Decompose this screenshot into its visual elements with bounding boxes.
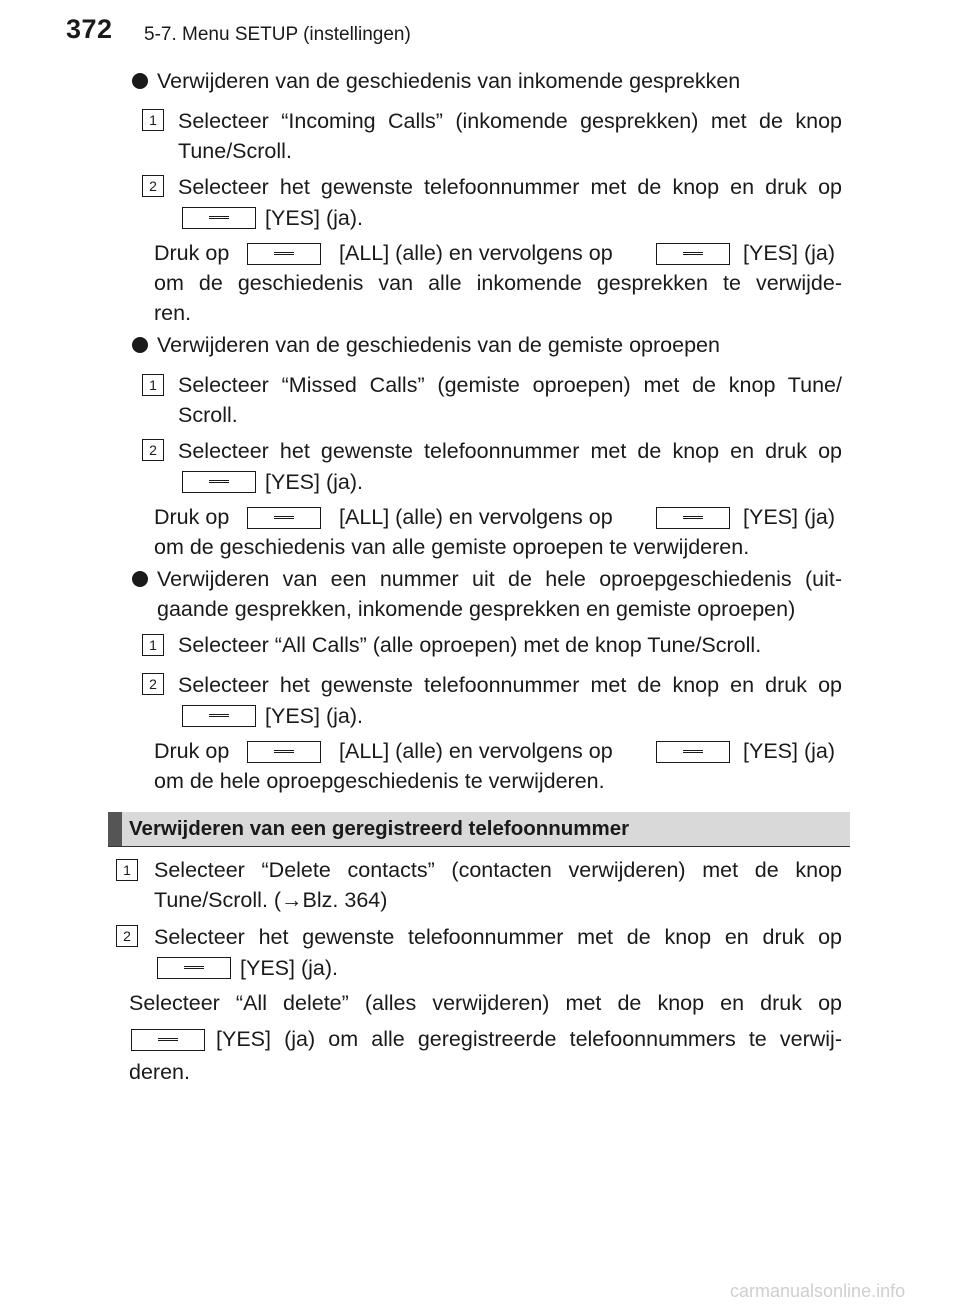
note-text: om de geschiedenis van alle gemiste oproepen te verwijderen.: [154, 535, 750, 559]
soft-key-icon: [656, 243, 730, 265]
bullet-heading: Verwijderen van de geschiedenis van de gemiste oproepen: [157, 333, 720, 357]
step-text: Tune/Scroll. (→Blz. 364): [154, 888, 388, 912]
watermark: carmanualsonline.info: [730, 1281, 906, 1301]
note-text: [ALL] (alle) en vervolgens op: [339, 505, 613, 529]
bullet-icon: [132, 571, 148, 587]
soft-key-icon: [247, 741, 321, 763]
note-text: [YES] (ja): [743, 505, 835, 529]
note-text: om de geschiedenis van alle inkomende gesprekken te verwijde-: [154, 271, 842, 295]
step-text: [YES] (ja).: [265, 470, 363, 494]
step-text: Selecteer het gewenste telefoonnummer met de knop en druk op: [178, 175, 842, 199]
step-text: Selecteer het gewenste telefoonnummer met de knop en druk op: [178, 439, 842, 463]
step-number: 1: [142, 634, 164, 656]
section-title: Verwijderen van een geregistreerd telefoonnummer: [129, 817, 630, 840]
note-text: Selecteer “All delete” (alles verwijderen) met de knop en druk op: [129, 991, 842, 1015]
note-text: Druk op: [154, 739, 230, 763]
note-text: deren.: [129, 1060, 190, 1084]
step-number: 2: [116, 925, 138, 947]
step-text: Selecteer “All Calls” (alle oproepen) met de knop Tune/Scroll.: [178, 633, 762, 657]
step-text: [YES] (ja).: [240, 956, 338, 980]
section-heading: [108, 812, 850, 846]
note-text: [YES] (ja) om alle geregistreerde telefoonnummers te verwij-: [216, 1027, 842, 1051]
step-number: 2: [142, 673, 164, 695]
note-text: Druk op: [154, 241, 230, 265]
chapter-title: 5-7. Menu SETUP (instellingen): [144, 24, 411, 45]
soft-key-icon: [247, 507, 321, 529]
step-number: 1: [142, 109, 164, 131]
step-number: 2: [142, 439, 164, 461]
note-text: [ALL] (alle) en vervolgens op: [339, 241, 613, 265]
bullet-heading: Verwijderen van de geschiedenis van inkomende gesprekken: [157, 69, 741, 93]
step-text: Selecteer het gewenste telefoonnummer met de knop en druk op: [178, 673, 842, 697]
note-text: Druk op: [154, 505, 230, 529]
page-number: 372: [66, 14, 113, 44]
section-divider: [108, 846, 850, 847]
step-text: Selecteer het gewenste telefoonnummer met de knop en druk op: [154, 925, 842, 949]
step-text: Tune/Scroll.: [178, 139, 292, 163]
soft-key-icon: [182, 705, 256, 727]
section-marker: [108, 812, 122, 846]
soft-key-icon: [656, 741, 730, 763]
bullet-heading: Verwijderen van een nummer uit de hele oproepgeschiedenis (uit-: [157, 567, 842, 591]
step-text: Selecteer “Missed Calls” (gemiste oproepen) met de knop Tune/: [178, 373, 842, 397]
step-number: 1: [142, 374, 164, 396]
bullet-icon: [132, 73, 148, 89]
note-text: ren.: [154, 301, 192, 325]
soft-key-icon: [247, 243, 321, 265]
step-number: 1: [116, 859, 138, 881]
soft-key-icon: [131, 1029, 205, 1051]
step-text: [YES] (ja).: [265, 206, 363, 230]
note-text: [YES] (ja): [743, 739, 835, 763]
soft-key-icon: [182, 471, 256, 493]
bullet-icon: [132, 337, 148, 353]
note-text: om de hele oproepgeschiedenis te verwijderen.: [154, 769, 605, 793]
step-text: Selecteer “Incoming Calls” (inkomende gesprekken) met de knop: [178, 109, 842, 133]
soft-key-icon: [656, 507, 730, 529]
bullet-heading: gaande gesprekken, inkomende gesprekken en gemiste oproepen): [157, 597, 796, 621]
step-text: [YES] (ja).: [265, 704, 363, 728]
step-number: 2: [142, 175, 164, 197]
soft-key-icon: [157, 957, 231, 979]
step-text: Selecteer “Delete contacts” (contacten verwijderen) met de knop: [154, 858, 842, 882]
note-text: [ALL] (alle) en vervolgens op: [339, 739, 613, 763]
note-text: [YES] (ja): [743, 241, 835, 265]
soft-key-icon: [182, 207, 256, 229]
step-text: Scroll.: [178, 403, 238, 427]
